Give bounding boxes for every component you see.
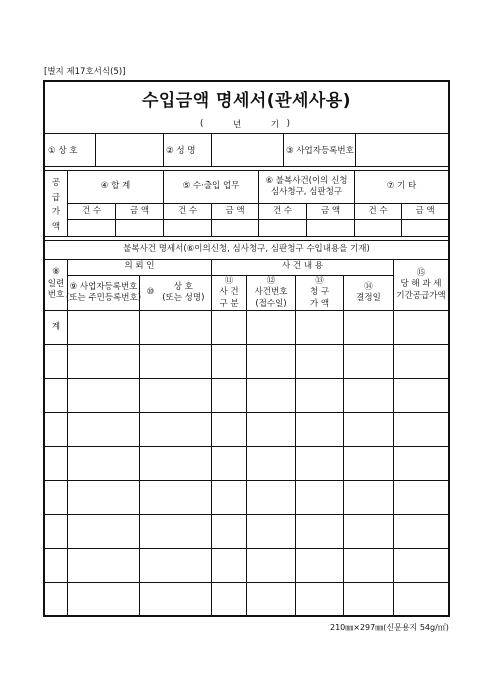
table-row[interactable] — [45, 413, 448, 446]
import-export-header: ⑤ 수·출입 업무 — [182, 181, 240, 192]
case-type-label-2: 구 분 — [219, 298, 239, 309]
total-header: ④ 합 계 — [100, 181, 131, 192]
paper-spec: 210㎜×297㎜(신문용지 54g/㎡) — [330, 622, 449, 632]
decision-header — [344, 276, 393, 310]
table-row[interactable] — [45, 583, 448, 615]
appeal-count-field[interactable] — [259, 220, 306, 236]
rule — [45, 166, 448, 167]
side-char: 급 — [51, 192, 61, 203]
form-label: [별지 제17호서식(5)] — [44, 67, 126, 77]
total-amount-field[interactable] — [116, 220, 163, 236]
case-no-header — [247, 276, 295, 310]
page-title: 수입금액 명세서(관세사용) — [141, 90, 352, 111]
claim-label-2: 가 액 — [309, 298, 330, 309]
period-term: 기 — [270, 120, 280, 130]
supply-value-num: ⑮ — [416, 267, 426, 278]
period-year: 년 — [232, 120, 242, 130]
amount-label: 금 액 — [225, 205, 245, 216]
case-group-header: 사 건 내 용 — [282, 261, 323, 272]
appeal-section-title: 불복사건 명세서(⑥이의신청, 심사청구, 심판청구 수입내용을 기재) — [123, 244, 370, 255]
table-row[interactable] — [45, 549, 448, 582]
table-row[interactable] — [45, 481, 448, 514]
client-group-header: 의 뢰 인 — [124, 261, 155, 272]
name-label: ② 성 명 — [166, 145, 196, 156]
supply-value-label: 당 해 과 세 — [400, 279, 442, 290]
trade-name-label: 상 호 — [173, 281, 193, 292]
other-count-field[interactable] — [355, 220, 401, 236]
claim-num: ⑬ — [315, 275, 324, 286]
table-row[interactable] — [45, 447, 448, 480]
business-no-label: ③ 사업자등록번호 — [286, 145, 354, 156]
other-header: ⑦ 기 타 — [386, 181, 417, 192]
side-char: 가 — [51, 207, 61, 218]
trade-name-num: ⑩ — [146, 287, 155, 298]
serial-label-2: 번호 — [47, 290, 65, 301]
case-type-header — [212, 276, 246, 310]
amount-label: 금 액 — [129, 205, 150, 216]
trade-name-label-2: (또는 성명) — [162, 293, 205, 303]
count-label: 건 수 — [177, 205, 198, 216]
client-id-label: ⑨ 사업자등록번호 — [69, 281, 138, 292]
claim-header — [296, 276, 343, 310]
serial-header — [45, 259, 67, 310]
client-id-label-2: (또는 주민등록번호) — [65, 293, 142, 303]
count-label: 건 수 — [368, 205, 388, 216]
trade-name-header — [140, 276, 211, 310]
amount-label: 금 액 — [320, 205, 341, 216]
count-label: 건 수 — [272, 205, 293, 216]
table-row[interactable] — [45, 345, 448, 378]
decision-num: ⑭ — [364, 281, 373, 292]
appeal-header — [259, 171, 354, 203]
decision-label: 결정일 — [356, 293, 381, 303]
side-char: 공 — [51, 178, 61, 188]
appeal-header-line2: 심사청구, 심판청구 — [270, 187, 343, 197]
supply-side-label — [45, 176, 67, 232]
table-row[interactable] — [45, 515, 448, 548]
supply-value-header — [394, 260, 448, 310]
case-no-num: ⑫ — [266, 275, 276, 286]
count-label: 건 수 — [81, 205, 102, 216]
case-type-num: ⑪ — [224, 275, 234, 286]
period-line — [200, 117, 290, 131]
trade-name-field[interactable] — [96, 134, 162, 165]
period-close: ) — [286, 119, 290, 129]
import-export-amount-field[interactable] — [212, 220, 258, 236]
rule — [163, 133, 164, 166]
case-no-label: 사건번호 — [254, 287, 288, 298]
case-no-label-2: (접수일) — [255, 298, 287, 309]
rule — [283, 133, 284, 166]
business-no-field[interactable] — [356, 134, 448, 165]
period-open: ( — [200, 119, 204, 129]
table-row[interactable] — [45, 379, 448, 412]
rule — [45, 236, 448, 237]
serial-num: ⑧ — [52, 267, 60, 278]
appeal-header-line1: ⑥ 불복사건(이의 신청 — [265, 175, 348, 186]
side-char: 액 — [51, 221, 61, 232]
total-count-field[interactable] — [68, 220, 115, 236]
claim-label: 청 구 — [309, 287, 330, 298]
amount-label: 금 액 — [415, 205, 435, 216]
supply-value-label-2: 기간공급가액 — [396, 290, 446, 301]
import-export-count-field[interactable] — [164, 220, 211, 236]
other-amount-field[interactable] — [402, 220, 448, 236]
case-type-label: 사 건 — [219, 287, 239, 298]
trade-name-label: ① 상 호 — [48, 145, 78, 156]
client-id-header — [65, 276, 142, 310]
name-field[interactable] — [212, 134, 282, 165]
serial-label: 일련 — [47, 278, 65, 289]
total-row-label: 계 — [51, 321, 61, 332]
appeal-amount-field[interactable] — [307, 220, 354, 236]
